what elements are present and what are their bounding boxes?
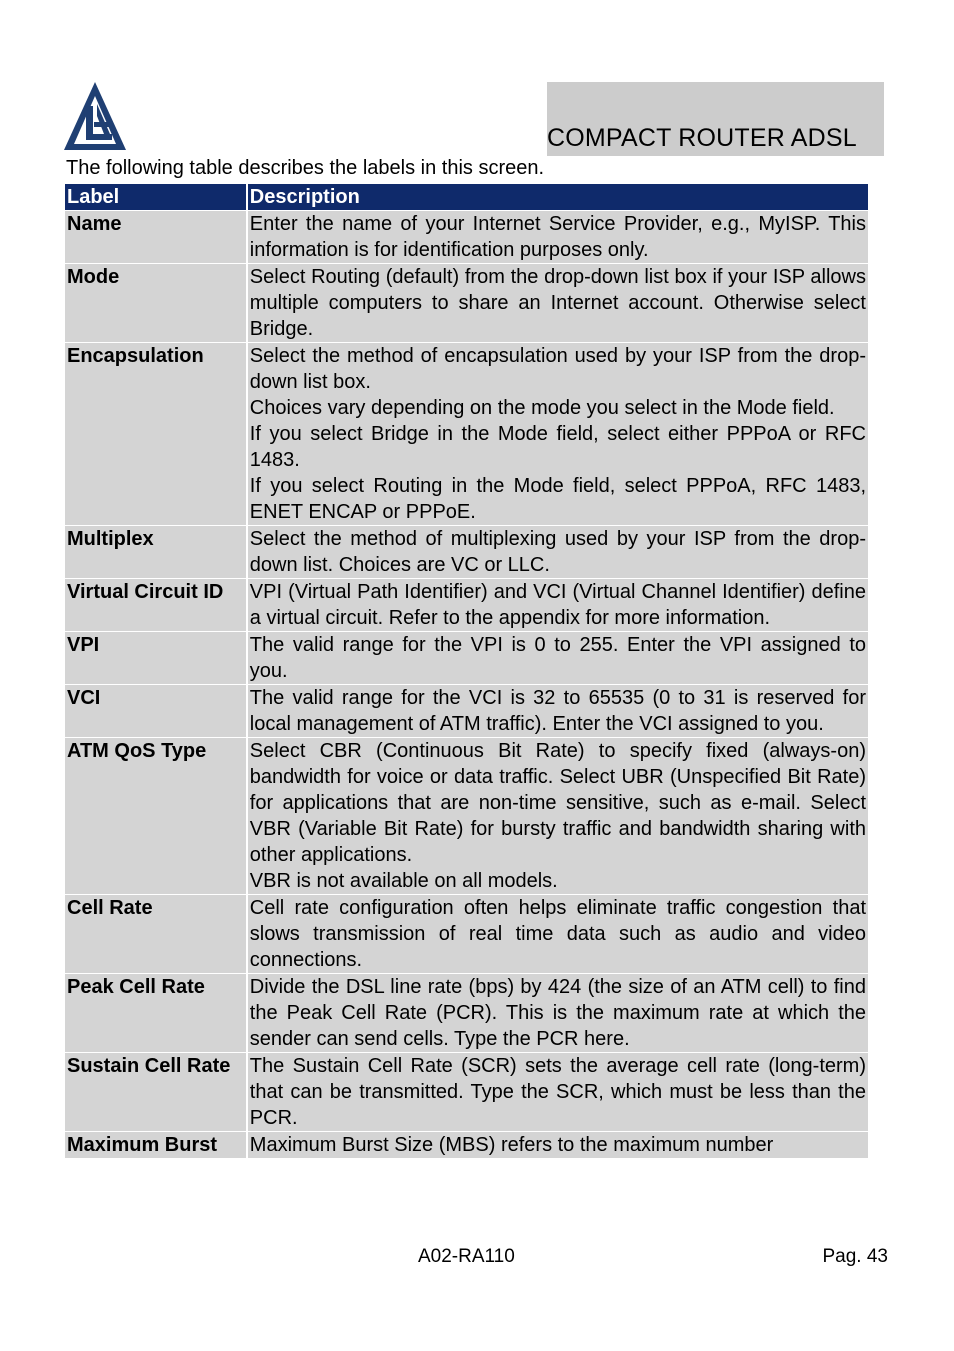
table-row bbox=[65, 632, 868, 684]
row-description bbox=[248, 685, 868, 737]
row-description bbox=[248, 895, 868, 973]
description-paragraph: If you select Routing in the Mode field, select PPPoA, RFC 1483, ENET ENCAP or PPPoE. bbox=[249, 475, 866, 523]
description-paragraph: Cell rate configuration often helps eliminate traffic congestion that slows transmission of real time data such as audio and video connections. bbox=[249, 897, 866, 971]
row-description bbox=[248, 974, 868, 1052]
table-row bbox=[65, 343, 868, 525]
description-paragraph: Divide the DSL line rate (bps) by 424 (the size of an ATM cell) to find the Peak Cell Rate (PCR). This is the maximum rate at which the sender can send cells. Type the PCR here. bbox=[249, 976, 866, 1050]
description-paragraph: VPI (Virtual Path Identifier) and VCI (Virtual Channel Identifier) define a virtual circuit. Refer to the appendix for more information. bbox=[249, 581, 866, 629]
table-row bbox=[65, 738, 868, 894]
row-description bbox=[248, 579, 868, 631]
description-paragraph: Choices vary depending on the mode you select in the Mode field. bbox=[249, 397, 835, 419]
row-label: Mode bbox=[65, 264, 246, 342]
row-label: Virtual Circuit ID bbox=[65, 579, 246, 631]
description-paragraph: The valid range for the VCI is 32 to 65535 (0 to 31 is reserved for local management of ATM traffic). Enter the VCI assigned to you. bbox=[249, 687, 866, 735]
description-paragraph: The valid range for the VPI is 0 to 255. Enter the VPI assigned to you. bbox=[249, 634, 866, 682]
table-row bbox=[65, 974, 868, 1052]
description-paragraph: If you select Bridge in the Mode field, select either PPPoA or RFC 1483. bbox=[249, 423, 866, 471]
description-paragraph: VBR is not available on all models. bbox=[249, 870, 558, 892]
table-row bbox=[65, 1132, 868, 1158]
table-row bbox=[65, 579, 868, 631]
document-code: A02-RA110 bbox=[418, 1246, 515, 1267]
row-description bbox=[248, 211, 868, 263]
row-label: Cell Rate bbox=[65, 895, 246, 973]
row-description bbox=[248, 526, 868, 578]
row-label: Encapsulation bbox=[65, 343, 246, 525]
row-label: Sustain Cell Rate bbox=[65, 1053, 246, 1131]
description-paragraph: Select the method of encapsulation used by your ISP from the drop-down list box. bbox=[249, 345, 866, 393]
intro-text: The following table describes the labels in this screen. bbox=[66, 157, 545, 179]
description-paragraph: Select Routing (default) from the drop-down list box if your ISP allows multiple computers to share an Internet account. Otherwise select Bridge. bbox=[249, 266, 866, 340]
table-row bbox=[65, 685, 868, 737]
description-paragraph: Select CBR (Continuous Bit Rate) to specify fixed (always-on) bandwidth for voice or data traffic. Select UBR (Unspecified Bit Rate) for applications that are non-time sensitive, such as e-mail. Select VBR (Variable Bit Rate) for bursty traffic and bandwidth sharing with other applications. bbox=[249, 740, 866, 866]
row-label: Name bbox=[65, 211, 246, 263]
table-row bbox=[65, 1053, 868, 1131]
row-description bbox=[248, 738, 868, 894]
table-row bbox=[65, 895, 868, 973]
table-row bbox=[65, 526, 868, 578]
row-label: Multiplex bbox=[65, 526, 246, 578]
row-description bbox=[248, 632, 868, 684]
description-paragraph: Select the method of multiplexing used by your ISP from the drop-down list. Choices are VC or LLC. bbox=[249, 528, 866, 576]
row-label: VPI bbox=[65, 632, 246, 684]
labels-table bbox=[63, 183, 870, 1159]
description-paragraph: The Sustain Cell Rate (SCR) sets the average cell rate (long-term) that can be transmitted. Type the SCR, which must be less than the PCR. bbox=[249, 1055, 866, 1129]
row-label: VCI bbox=[65, 685, 246, 737]
row-label: Maximum Burst bbox=[65, 1132, 246, 1158]
header-description: Description bbox=[248, 184, 868, 210]
row-description bbox=[248, 343, 868, 525]
header-label: Label bbox=[65, 184, 246, 210]
description-paragraph: Enter the name of your Internet Service Provider, e.g., MyISP. This information is for identification purposes only. bbox=[249, 213, 866, 261]
row-description bbox=[248, 1132, 868, 1158]
row-description bbox=[248, 264, 868, 342]
product-title: COMPACT ROUTER ADSL bbox=[547, 124, 857, 152]
description-paragraph: Maximum Burst Size (MBS) refers to the maximum number bbox=[249, 1134, 774, 1156]
row-description bbox=[248, 1053, 868, 1131]
table-header-row bbox=[65, 184, 868, 210]
table-row bbox=[65, 211, 868, 263]
page-number: Pag. 43 bbox=[822, 1246, 888, 1267]
atlantis-logo bbox=[64, 82, 126, 152]
row-label: Peak Cell Rate bbox=[65, 974, 246, 1052]
table-row bbox=[65, 264, 868, 342]
row-label: ATM QoS Type bbox=[65, 738, 246, 894]
